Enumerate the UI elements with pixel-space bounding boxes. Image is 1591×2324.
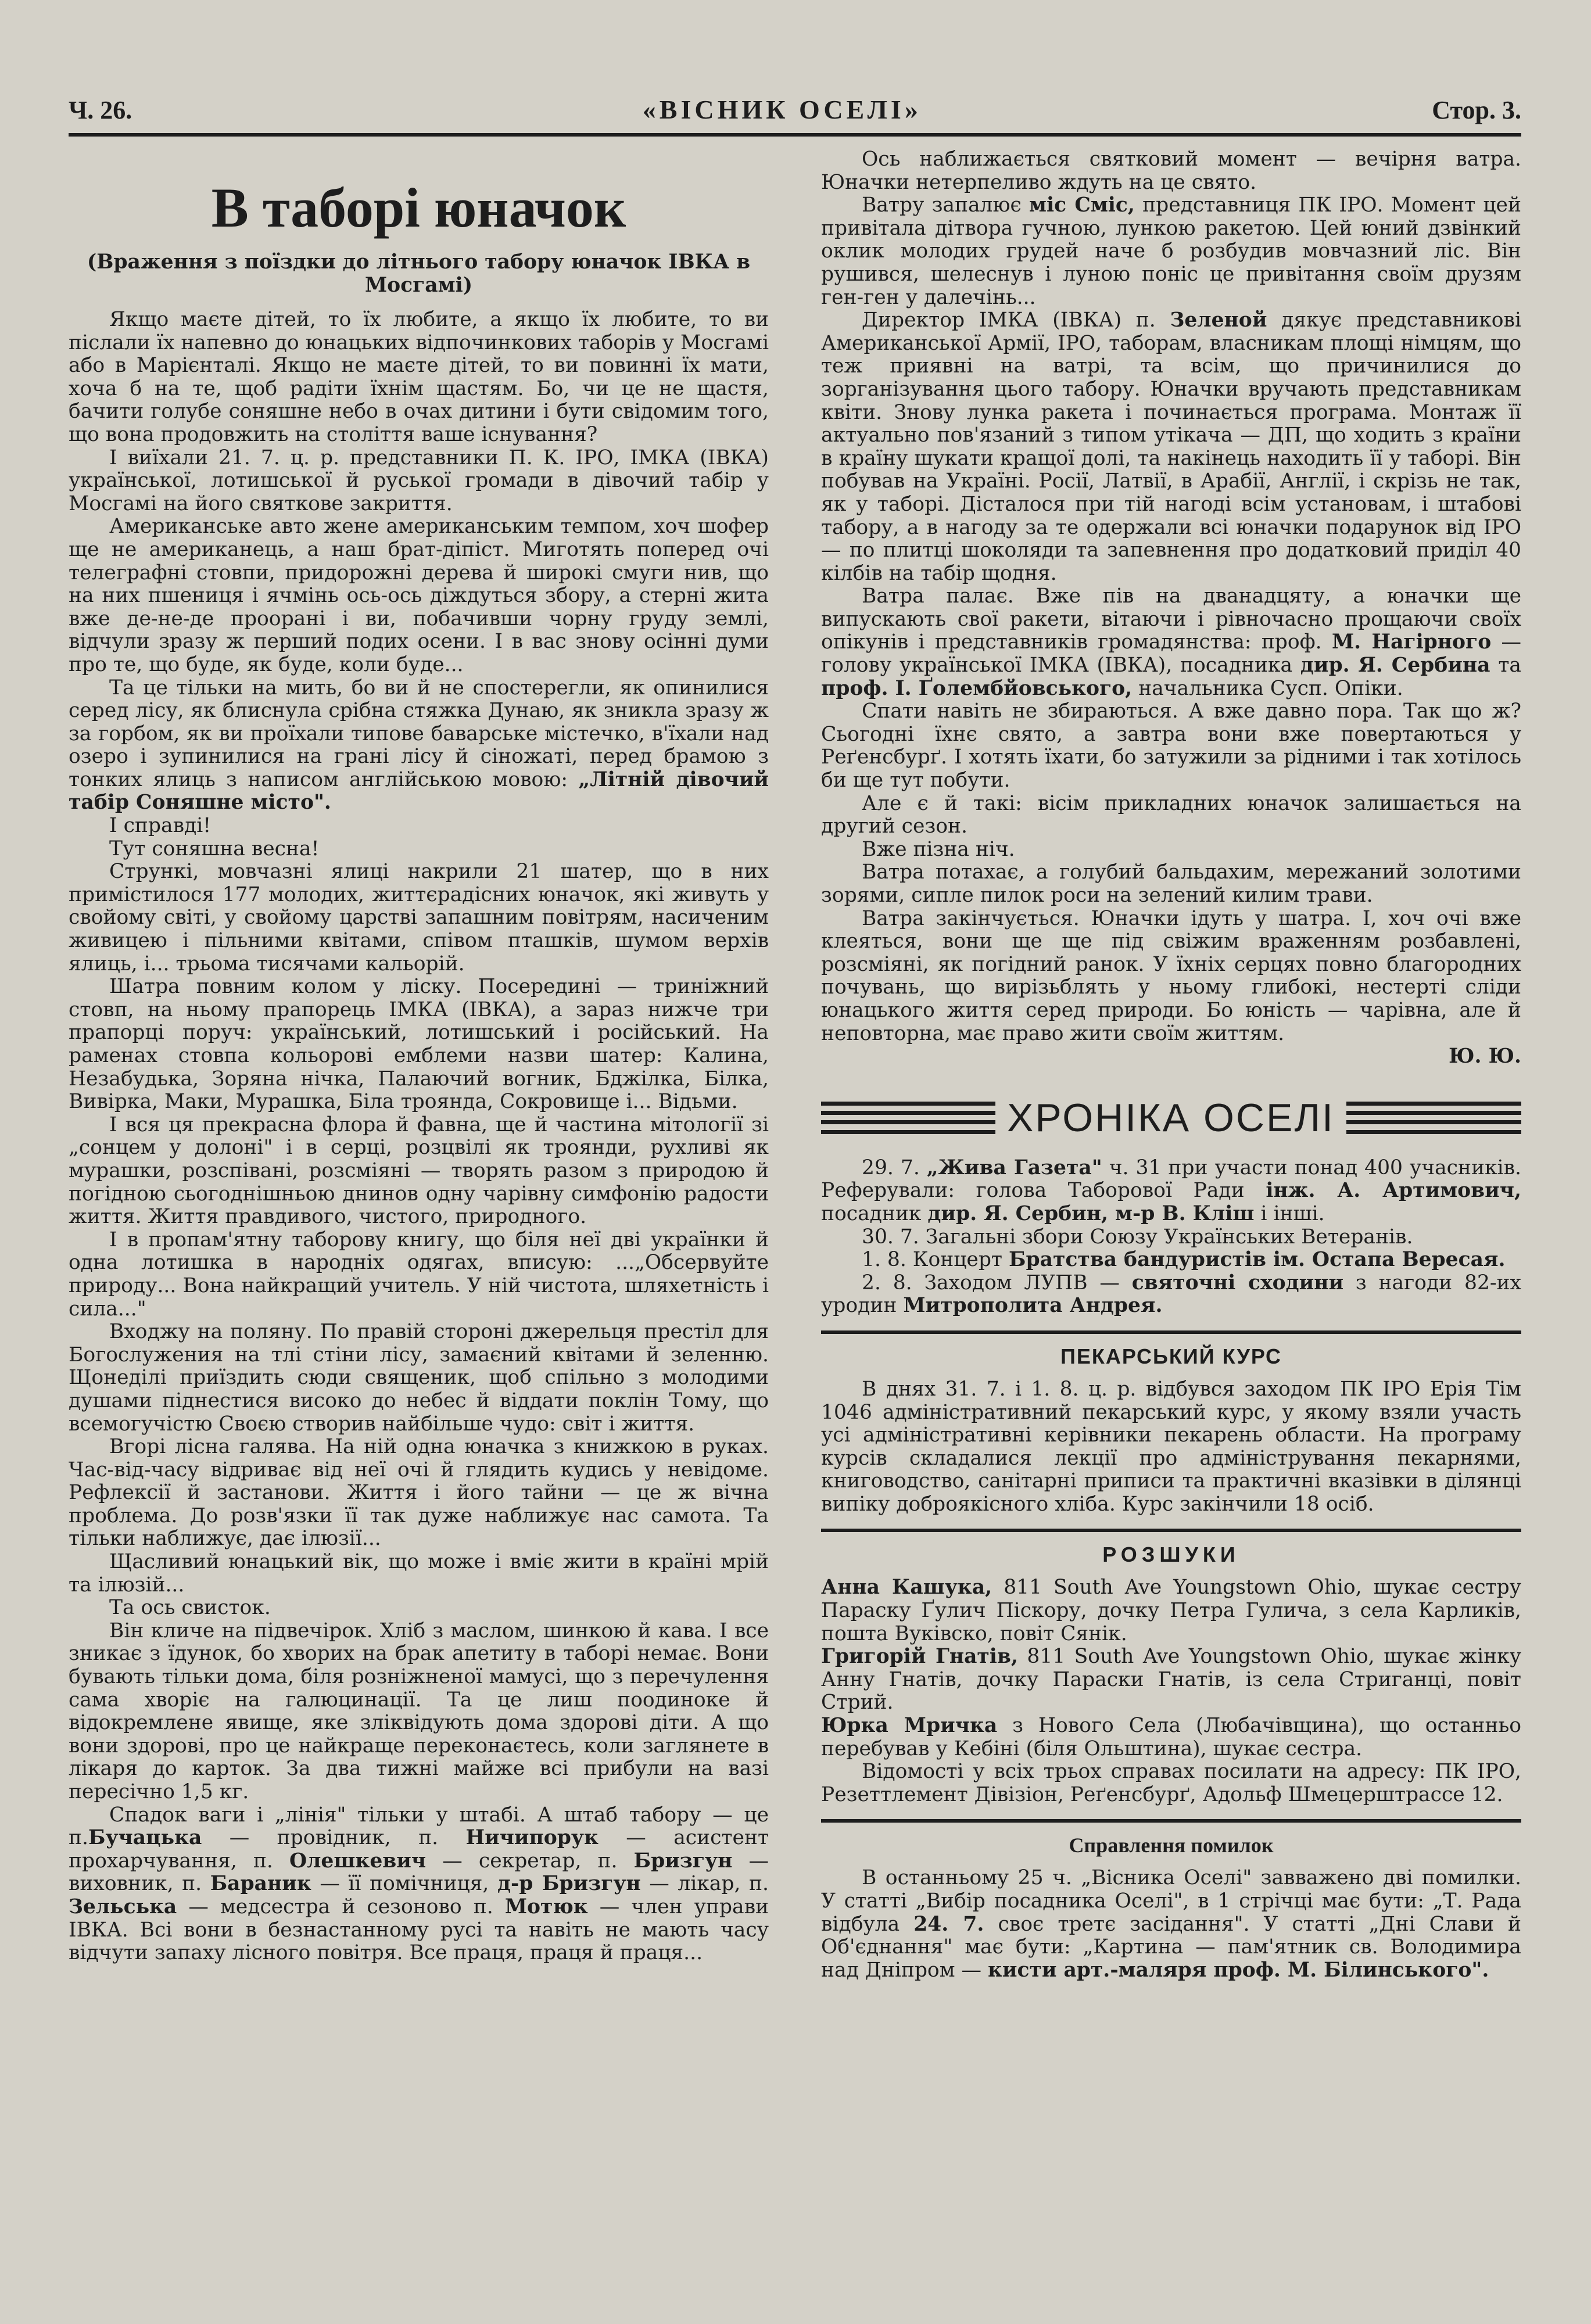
entry-text: з нагоди 82-их уродин [821, 1271, 1522, 1318]
entry-text: Заходом ЛУПВ — [924, 1271, 1132, 1294]
article-paragraph: Спати навіть не збираються. А вже давно пора. Так що ж? Сьогодні їхнє свято, а завтра вони вже повертаються у Реґенсбурґ. І хотять їхати, бо затужили за рідними і так хотілось би ще тут побути. [821, 700, 1521, 792]
article-paragraph: Ось наближається святковий момент — вечірня ватра. Юначки нетерпеливо ждуть на це свято. [821, 148, 1521, 194]
section-rule [821, 1819, 1521, 1823]
section-rule [821, 1529, 1521, 1532]
article-paragraph: Та ось свисток. [109, 1596, 271, 1620]
entry-name: дир. Я. Сербин, м-р В. Кліш [927, 1202, 1255, 1225]
article-paragraph: Вгорі лісна галява. На ній одна юначка з книжкою в руках. Час-від-часу відриває від неї очі й глядить кудись у невідоме. Рефлексії й застанови. Життя і його тайни — це ж вічна проблема. До розв'язки її так дуже наближує нас самота. Та тільки наближує, дає ілюзії... [69, 1435, 769, 1551]
entry-date: 1. 8. [862, 1248, 913, 1272]
article-text: — лікар, п. [640, 1872, 769, 1896]
search-name: Юрка Мричка [821, 1714, 998, 1738]
columns [69, 148, 1521, 1982]
article-paragraph: Якщо маєте дітей, то їх любите, а якщо їх любите, то ви післали їх напевно до юнацьких відпочинкових таборів у Мосгамі або в Марієнталі. Якщо не маєте дітей, то ви повинні їх мати, хоча б на те, щоб радіти їхнім щастям. Бо, чи це не щастя, бачити голубе соняшне небо в очах дитини і бути свідомим того, що вона продовжить на століття ваше існування? [69, 308, 769, 446]
left-column [69, 148, 769, 1982]
article-paragraph [821, 585, 1521, 700]
article-paragraph [821, 194, 1521, 309]
guest-name: проф. І. Ґолембйовського, [821, 676, 1133, 700]
search-name: Григорій Гнатів, [821, 1645, 1018, 1669]
article-text: Ватру запалює [862, 193, 1022, 217]
decorative-lines-right [1346, 1102, 1521, 1134]
chronicle-header [821, 1092, 1521, 1144]
staff-name: Бучацька [88, 1826, 202, 1850]
search-text: з Нового Села (Любачівщина), що останньо перебував у Кебіні (біля Ольштина), шукає сестра. [821, 1714, 1521, 1760]
header-rule [69, 133, 1521, 137]
article-paragraph: Вже пізна ніч. [862, 837, 1015, 861]
article-text: начальника Сусп. Опіки. [1132, 676, 1403, 700]
errata-text [821, 1867, 1521, 1982]
entry-date: 29. 7. [862, 1156, 927, 1179]
article-paragraph: І справді! [109, 814, 212, 838]
director-name: Зеленой [1170, 309, 1267, 332]
entry-text: Загальні збори Союзу Українських Ветеранів. [925, 1225, 1413, 1249]
search-footer: Відомості у всіх трьох справах посилати на адресу: ПК ІРО, Резеттлемент Дівізіон, Реґенсбурґ, Адольф Шмецерштрассе 12. [821, 1760, 1521, 1806]
entry-name: інж. А. Артимович, [1266, 1179, 1522, 1203]
entry-date: 30. 7. [862, 1225, 926, 1249]
errata-title: Справлення помилок [1069, 1834, 1274, 1857]
search-name: Анна Кашука, [821, 1576, 992, 1599]
article-paragraph: І в пропам'ятну таборову книгу, що біля неї дві українки й одна лотишка в народніх одягах, вписую: ...„Обсервуйте природу... Вона найкращий учитель. У ній чистота, шляхетність і сила..." [69, 1228, 769, 1321]
search-text: 811 South Ave Youngstown Ohio, шукає жінку Анну Гнатів, дочку Параски Гнатів, із села Стриганці, повіт Стрий. [821, 1645, 1522, 1715]
chronicle-title: ХРОНІКА ОСЕЛІ [1007, 1095, 1335, 1140]
article-paragraph: Щасливий юнацький вік, що може і вміє жити в країні мрій та ілюзій... [69, 1550, 769, 1597]
article-paragraph: Ватра закінчується. Юначки ідуть у шатра. І, хоч очі вже клеяться, вони ще ще під свіжим враженням розбавлені, розсміяні, як погідний ранок. У їхніх серцях повно благородних почувань, що вирізьблять у ньому глибокі, нестерті сліди юнацького життя серед природи. Бо юність — чарівна, але й неповторна, має право жити своїм життям. [821, 906, 1521, 1045]
article-paragraph: Американське авто жене американським темпом, хоч шофер ще не американець, а наш брат-діпіст. Миготять поперед очі телеграфні стовпи, придорожні дерева й широкі смуги нив, що на них пшениця і ячмінь ось-ось діждуться збору, а стерні жита вже де-не-де проорані і ви, побачивши чорну груду землі, відчули зразу ж перший подих осени. І в вас знову осінні думи про те, що буде, як буде, коли буде... [69, 515, 769, 676]
article-text: — секретар, п. [426, 1849, 634, 1873]
article-text: — голову української ІМКА (ІВКА), посадника [821, 630, 1522, 677]
article-paragraph: Стрункі, мовчазні ялиці накрили 21 шатер, що в них примістилося 177 молодих, життєрадісних юначок, які живуть у свойому світі, у свойому царстві запашним повітрям, насиченим живицею і пільними квітами, співом пташків, шумом верхів ялиць, і... трьома тисячами кальорій. [69, 860, 769, 975]
section-rule [821, 1330, 1521, 1334]
article-paragraph: Шатра повним колом у ліску. Посередині — триніжний стовп, на ньому прапорець ІМКА (ІВКА), а зараз нижче три прапорці поруч: український, лотишський і російський. На раменах стовпа кольорові емблеми назви шатер: Калина, Незабудька, Зоряна нічка, Палаючий вогник, Бджілка, Білка, Вивірка, Маки, Мурашка, Біла троянда, Сокровище і... Відьми. [69, 975, 769, 1114]
article-text: та [1490, 654, 1521, 677]
decorative-lines-left [821, 1102, 995, 1134]
right-column [821, 148, 1521, 1982]
camp-sign: „Літній дівочий табір Соняшне місто". [69, 768, 769, 815]
article-text: Та це тільки на мить, бо ви й не спостерегли, як опинилися серед лісу, як блиснула срібна стяжка Дунаю, як зникла зразу ж за горбом, як ви проїхали типове баварське містечко, в'їхали над озеро і зупинилися на грані лісу й сіножаті, перед брамою з тонких ялиць з написом англійською мовою: [69, 676, 769, 791]
article-subtitle: (Враження з поїздки до літнього табору юначок ІВКА в Мосгамі) [87, 250, 751, 297]
article-paragraph [821, 309, 1521, 585]
issue-number: Ч. 26. [69, 96, 132, 124]
search-text: 811 South Ave Youngstown Ohio, шукає сестру Параску Ґулич Піскору, дочку Петра Гулича, з села Карликів, пошта Вуківско, повіт Сянік. [821, 1576, 1521, 1645]
guest-name: дир. Я. Сербина [1300, 654, 1490, 677]
article-text: Спадок ваги і „лінія" тільки у штабі. А штаб табору — це п. [69, 1803, 769, 1850]
chronicle-entry [821, 1226, 1521, 1249]
article-text: — член управи ІВКА. Всі вони в безнастанному русі та навіть не мають часу відчути запаху лісного повітря. Все праця, праця й праця... [69, 1895, 769, 1965]
entry-name: Братства бандуристів ім. Остапа Вересая. [1009, 1248, 1506, 1272]
chronicle-entry [821, 1249, 1521, 1272]
signature-text: Ю. Ю. [1449, 1045, 1521, 1068]
search-title: РОЗШУКИ [1102, 1543, 1240, 1567]
staff-name: Мотюк [504, 1895, 588, 1918]
chronicle-entry [821, 1157, 1521, 1226]
bakery-title: ПЕКАРСЬКИЙ КУРС [1060, 1344, 1282, 1368]
entry-date: 2. 8. [862, 1271, 924, 1294]
entry-text: ч. 31 при участи понад 400 учасників. Реферували: голова Таборової Ради [821, 1156, 1521, 1203]
entry-text: посадник [821, 1202, 928, 1225]
entry-name: святочні сходини [1131, 1271, 1344, 1294]
staff-paragraph [69, 1804, 769, 1965]
article-text: — її помічниця, [311, 1872, 497, 1896]
search-entry [821, 1645, 1521, 1715]
page-number: Стор. 3. [1432, 96, 1521, 124]
search-entry [821, 1576, 1521, 1645]
staff-name: Олешкевич [289, 1849, 427, 1873]
fire-name: міс Сміс, [1029, 193, 1135, 217]
entry-text: і інші. [1254, 1202, 1325, 1225]
article-paragraph: Він кличе на підвечірок. Хліб з маслом, шинкою й кава. І все зникає з їдунок, бо хворих на брак апетиту в таборі немає. Вони бувають тільки дома, біля розніжненої мамусі, що з перечулення сама хворіє на галюцинації. Та це лиш поодиноке й відокремлене явище, яке зліквідують дома здорові діти. А що вони здорові, про це найкраще переконаєтесь, коли заглянете в лікаря до карток. За два тижні майже всі прибули на вазі пересічно 1,5 кг. [69, 1619, 769, 1803]
article-paragraph: Тут соняшна весна! [109, 837, 320, 860]
article-paragraph: І виїхали 21. 7. ц. р. представники П. К. ІРО, ІМКА (ІВКА) української, лотишської й руської громади в дівочий табір у Мосгамі на його святкове закриття. [69, 446, 769, 515]
article-text: — медсестра й сезоново п. [177, 1895, 505, 1918]
article-text: Директор ІМКА (ІВКА) п. [862, 309, 1156, 332]
article-paragraph [69, 677, 769, 815]
errata-bold: 24. 7. [913, 1912, 984, 1936]
errata-part: своє третє засідання". У статті „Дні Слави й Об'єднання" має бути: „Картина — пам'ятник св. Володимира над Дніпром — [821, 1912, 1521, 1982]
staff-name: Ничипорук [465, 1826, 599, 1850]
article-paragraph: Входжу на поляну. По правій стороні джерельця престіл для Богослужения на тлі стіни лісу, замаєний квітами й зеленню. Щонеділі приїздить сюди священик, щоб спільно з молодими душами піднестися високо до небес й віддати поклін Тому, що всемогучістю Своєю створив найбільше чудо: світ і життя. [69, 1320, 769, 1436]
article-text: — провідник, п. [202, 1826, 466, 1850]
newspaper-title: «ВІСНИК ОСЕЛІ» [642, 95, 922, 124]
staff-name: Зельська [69, 1895, 177, 1918]
staff-name: Бараник [210, 1872, 311, 1896]
article-paragraph: Але є й такі: вісім прикладних юначок залишається на другий сезон. [821, 791, 1521, 838]
article-text: — асистент прохарчування, п. [69, 1826, 769, 1873]
bakery-text: В днях 31. 7. і 1. 8. ц. р. відбувся заходом ПК ІРО Ерія Тім 1046 адміністративний пекарський курс, у якому взяли участь усі адміністративні керівники пекарень области. На програму курсів складалися лекції про адміністрування пекарнями, книговодство, санітарні приписи та практичні вказівки в ділянці випіку доброякісного хліба. Курс закінчили 18 осіб. [821, 1377, 1521, 1516]
article-text: Ватра палає. Вже пів на дванадцяту, а юначки ще випускають свої ракети, вітаючи і рівночасно прощаючи своїх опікунів і представників громадянства: проф. [821, 584, 1521, 654]
entry-text: Концерт [912, 1248, 1009, 1272]
guest-name: М. Нагірного [1331, 630, 1492, 654]
errata-part: В останньому 25 ч. „Вісника Оселі" завважено дві помилки. У статті „Вибір посадника Оселі", в 1 стрічці має бути: „Т. Рада відбула [821, 1866, 1521, 1936]
article-paragraph: Ватра потахає, а голубий бальдахим, мережаний золотими зорями, сипле пилок роси на зелений килим трави. [821, 860, 1521, 907]
entry-title: „Жива Газета" [926, 1156, 1102, 1179]
article-text: представниця ПК ІРО. Момент цей привітала дітвора гучною, лункою ракетою. Цей юний дзвінкий оклик молодих грудей наче б розбудив мовчазний ліс. Він рушився, шелеснув і луною поніс це привітання своїм друзям ген-ген у далечінь... [821, 193, 1521, 309]
article-paragraph: І вся ця прекрасна флора й фавна, ще й частина мітології зі „сонцем у долоні" і в серці, розцвілі як троянди, рухливі як мурашки, розспівані, розсміяні — творять разом з природою й погідною сьогоднішньою днинов одну чарівну симфонію радости життя. Життя правдивого, чистого, природного. [69, 1113, 769, 1229]
search-entry [821, 1715, 1521, 1760]
article-text: дякує представникові Американської Армії, ІРО, таборам, власникам площі німцям, що теж приявні на ватрі, та всім, що причинилися до зорганізування цього табору. Юначки вручають представникам квіти. Знову лунка ракета і починається програма. Монтаж її актуально пов'язаний з типом утікача — ДП, що ходить з країни в країну шукати кращої долі, та накінець находить її у таборі. Він побував на Україні. Росії, Латвії, в Арабії, Англії, і скрізь не так, як у таборі. Дісталося при тій нагоді всім установам, і штабові табору, а в нагоду за те одержали всі юначки подарунок від ІРО — по плитці шоколяди та запевнення про додатковий приділ 40 кілбів на табір щодня. [821, 309, 1521, 585]
article-title: В таборі юначок [211, 177, 626, 239]
entry-name: Митрополита Андрея. [903, 1294, 1163, 1318]
errata-bold: кисти арт.-маляря проф. М. Білинського". [987, 1958, 1489, 1982]
staff-name: д-р Бризгун [497, 1872, 641, 1896]
chronicle-entry [821, 1272, 1521, 1318]
article-signature [821, 1045, 1521, 1068]
page-header [69, 78, 1521, 125]
staff-name: Бризгун [633, 1849, 733, 1873]
article-text: — виховник, п. [69, 1849, 769, 1896]
